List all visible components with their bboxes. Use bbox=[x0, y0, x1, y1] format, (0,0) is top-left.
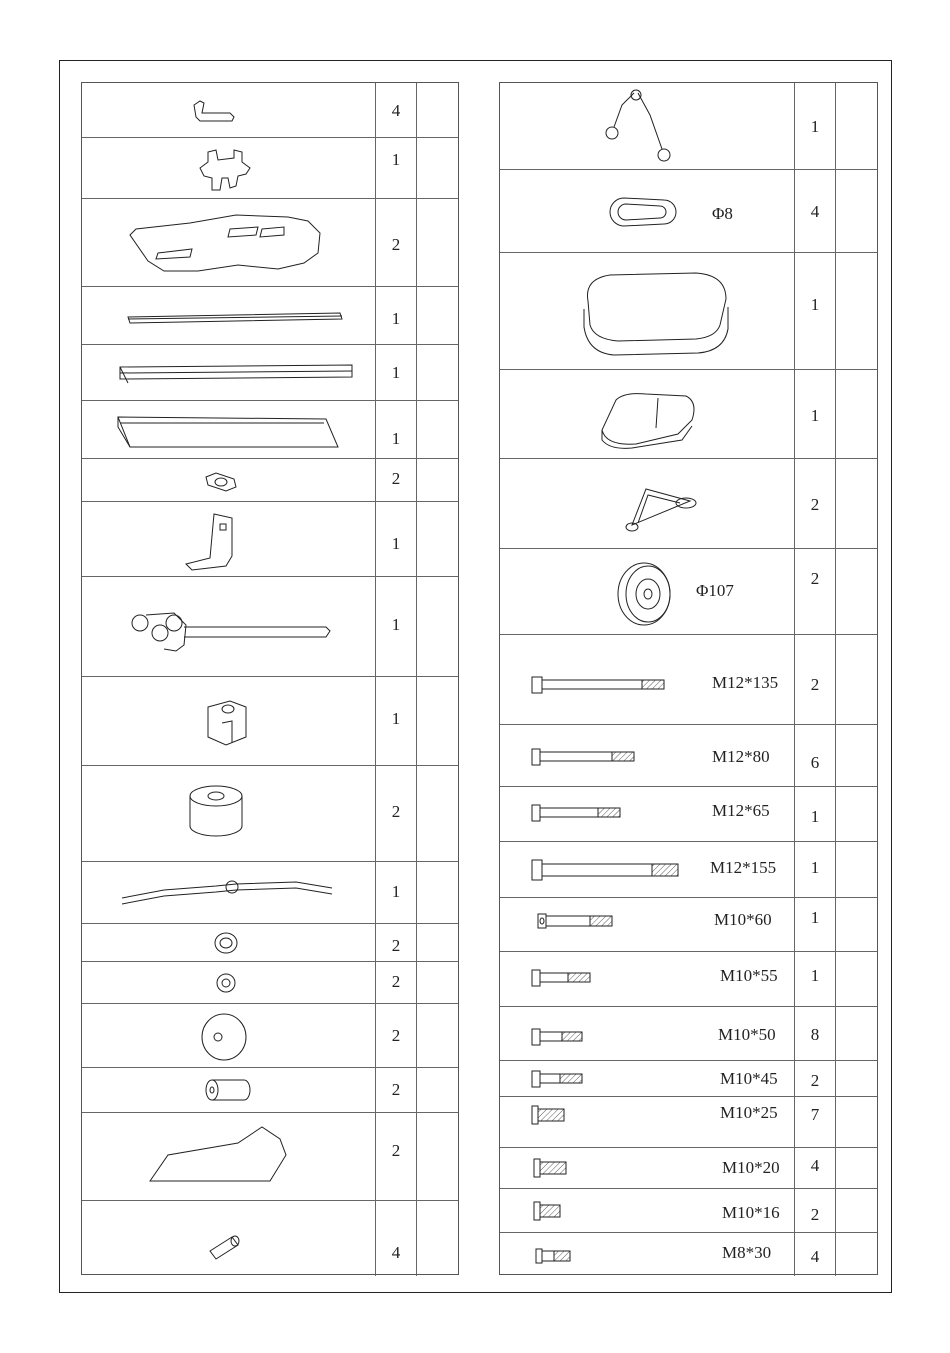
channel-rail-drawing bbox=[112, 409, 342, 455]
part-image-cell bbox=[500, 1148, 795, 1188]
table-row bbox=[500, 1061, 877, 1097]
qty-cell bbox=[795, 635, 836, 724]
l-plate-drawing bbox=[182, 510, 252, 570]
table-row bbox=[82, 83, 458, 138]
bearing-large-drawing bbox=[212, 930, 242, 956]
table-row bbox=[82, 962, 458, 1004]
part-spec: M12*155 bbox=[710, 858, 777, 877]
qty-cell bbox=[376, 924, 417, 961]
part-image-cell bbox=[500, 635, 795, 724]
table-row bbox=[500, 549, 877, 635]
qty-cell bbox=[376, 287, 417, 344]
qty-cell bbox=[376, 459, 417, 501]
part-image-cell bbox=[500, 725, 795, 786]
table-row bbox=[82, 199, 458, 287]
qty-text: 1 bbox=[810, 807, 820, 826]
bolt-drawing bbox=[530, 747, 640, 767]
snap-hook-drawing bbox=[608, 194, 684, 230]
part-image-cell bbox=[500, 1097, 795, 1147]
bolt-drawing bbox=[530, 675, 670, 695]
table-row bbox=[500, 1007, 877, 1061]
parts-table-left bbox=[81, 82, 459, 1275]
bolt-drawing bbox=[532, 1156, 572, 1180]
qty-cell bbox=[795, 170, 836, 252]
qty-text: 1 bbox=[391, 534, 401, 553]
bolt-drawing bbox=[530, 1027, 614, 1047]
qty-cell bbox=[376, 502, 417, 576]
part-image-cell bbox=[500, 787, 795, 841]
part-image-cell bbox=[500, 459, 795, 548]
part-spec: M10*25 bbox=[720, 1103, 778, 1122]
qty-cell bbox=[795, 1233, 836, 1276]
qty-text: 1 bbox=[810, 858, 820, 877]
seat-pad-drawing bbox=[580, 265, 734, 357]
part-spec: M12*135 bbox=[712, 673, 779, 692]
part-spec: Φ8 bbox=[712, 204, 733, 223]
qty-text: 1 bbox=[810, 908, 820, 927]
table-row bbox=[82, 577, 458, 677]
selector-rod-drawing bbox=[126, 605, 336, 661]
qty-text: 1 bbox=[391, 363, 401, 382]
table-row bbox=[500, 842, 877, 898]
part-image-cell bbox=[82, 83, 376, 137]
qty-text: 7 bbox=[810, 1105, 820, 1124]
qty-text: 2 bbox=[810, 1071, 820, 1090]
table-row bbox=[82, 287, 458, 345]
qty-text: 4 bbox=[810, 1247, 820, 1266]
bolt-drawing bbox=[530, 1069, 614, 1089]
qty-text: 1 bbox=[810, 406, 820, 425]
table-row bbox=[500, 635, 877, 725]
side-plate-drawing bbox=[128, 213, 328, 273]
qty-cell bbox=[795, 253, 836, 369]
part-image-cell bbox=[82, 677, 376, 765]
qty-text: 4 bbox=[810, 202, 820, 221]
spacer-tube-drawing bbox=[204, 1078, 254, 1102]
qty-cell bbox=[795, 1097, 836, 1147]
part-image-cell bbox=[82, 862, 376, 923]
part-image-cell bbox=[82, 502, 376, 576]
part-image-cell bbox=[500, 842, 795, 897]
table-row bbox=[500, 725, 877, 787]
qty-text: 1 bbox=[810, 966, 820, 985]
angle-bar-drawing bbox=[126, 307, 346, 327]
table-row bbox=[500, 1189, 877, 1233]
part-image-cell bbox=[500, 1007, 795, 1060]
qty-cell bbox=[795, 549, 836, 634]
qty-cell bbox=[795, 370, 836, 458]
table-row bbox=[500, 1233, 877, 1276]
part-spec: M10*16 bbox=[722, 1203, 780, 1222]
qty-cell bbox=[795, 1061, 836, 1096]
table-row bbox=[82, 1068, 458, 1113]
qty-cell bbox=[376, 577, 417, 676]
part-spec: M8*30 bbox=[722, 1243, 772, 1262]
part-image-cell bbox=[500, 952, 795, 1006]
part-image-cell bbox=[82, 199, 376, 286]
table-row bbox=[500, 253, 877, 370]
qty-text: 1 bbox=[391, 150, 401, 169]
qty-cell bbox=[376, 401, 417, 458]
table-row bbox=[82, 1113, 458, 1201]
part-image-cell bbox=[82, 1004, 376, 1067]
qty-text: 1 bbox=[810, 295, 820, 314]
qty-text: 2 bbox=[391, 1080, 401, 1099]
back-pad-drawing bbox=[596, 388, 706, 450]
qty-cell bbox=[376, 345, 417, 400]
qty-cell bbox=[376, 862, 417, 923]
part-spec: M10*55 bbox=[720, 966, 778, 985]
table-row bbox=[82, 345, 458, 401]
qty-cell bbox=[376, 962, 417, 1003]
part-image-cell bbox=[82, 401, 376, 458]
qty-text: 4 bbox=[391, 1243, 401, 1262]
part-image-cell bbox=[82, 1068, 376, 1112]
qty-cell bbox=[376, 83, 417, 137]
qty-text: 2 bbox=[391, 802, 401, 821]
part-spec: M10*60 bbox=[714, 910, 772, 929]
tricep-rope-drawing bbox=[600, 87, 680, 165]
qty-cell bbox=[376, 677, 417, 765]
qty-text: 1 bbox=[391, 309, 401, 328]
qty-text: 1 bbox=[391, 709, 401, 728]
qty-cell bbox=[795, 1148, 836, 1188]
angle-rail-drawing bbox=[118, 359, 358, 389]
bolt-drawing bbox=[530, 968, 622, 988]
part-image-cell bbox=[500, 170, 795, 252]
bolt-drawing bbox=[530, 858, 682, 882]
qty-cell bbox=[795, 842, 836, 897]
qty-cell bbox=[376, 199, 417, 286]
part-spec: M10*45 bbox=[720, 1069, 778, 1088]
qty-text: 1 bbox=[810, 117, 820, 136]
part-image-cell bbox=[82, 962, 376, 1003]
part-image-cell bbox=[500, 253, 795, 369]
cover-plate-drawing bbox=[146, 1125, 296, 1185]
table-row bbox=[500, 787, 877, 842]
table-row bbox=[500, 1097, 877, 1148]
part-image-cell bbox=[500, 549, 795, 634]
qty-cell bbox=[795, 1189, 836, 1232]
part-image-cell bbox=[500, 370, 795, 458]
table-row bbox=[500, 170, 877, 253]
flange-plate-drawing bbox=[202, 469, 242, 493]
qty-cell bbox=[795, 952, 836, 1006]
part-image-cell bbox=[500, 1061, 795, 1096]
qty-text: 2 bbox=[391, 235, 401, 254]
qty-text: 2 bbox=[810, 569, 820, 588]
part-image-cell bbox=[82, 924, 376, 961]
lat-bar-drawing bbox=[116, 874, 340, 914]
part-image-cell bbox=[500, 1233, 795, 1276]
qty-cell bbox=[795, 459, 836, 548]
part-image-cell bbox=[82, 287, 376, 344]
bolt-drawing bbox=[536, 912, 616, 930]
qty-cell bbox=[795, 898, 836, 951]
washer-disc-drawing bbox=[198, 1010, 254, 1064]
qty-cell bbox=[376, 766, 417, 861]
bolt-drawing bbox=[534, 1247, 574, 1267]
qty-cell bbox=[376, 1068, 417, 1112]
qty-text: 2 bbox=[810, 495, 820, 514]
table-row bbox=[500, 898, 877, 952]
qty-text: 2 bbox=[810, 675, 820, 694]
part-spec: M10*20 bbox=[722, 1158, 780, 1177]
qty-text: 1 bbox=[391, 429, 401, 448]
table-row bbox=[82, 138, 458, 199]
pulley-drawing bbox=[614, 559, 678, 629]
bolt-drawing bbox=[530, 1103, 570, 1127]
part-spec: M12*80 bbox=[712, 747, 770, 766]
qty-cell bbox=[795, 725, 836, 786]
bolt-drawing bbox=[532, 1199, 566, 1223]
table-row bbox=[82, 459, 458, 502]
bolt-drawing bbox=[530, 803, 630, 823]
qty-cell bbox=[376, 1201, 417, 1276]
qty-text: 4 bbox=[810, 1156, 820, 1175]
qty-text: 2 bbox=[391, 1141, 401, 1160]
qty-cell bbox=[795, 83, 836, 169]
table-row bbox=[500, 83, 877, 170]
qty-cell bbox=[376, 1004, 417, 1067]
table-row bbox=[82, 924, 458, 962]
part-spec: M10*50 bbox=[718, 1025, 776, 1044]
end-cap-drawing bbox=[206, 1231, 246, 1261]
qty-cell bbox=[795, 1007, 836, 1060]
table-row bbox=[82, 502, 458, 577]
qty-text: 8 bbox=[810, 1025, 820, 1044]
table-row bbox=[82, 862, 458, 924]
part-spec: M12*65 bbox=[712, 801, 770, 820]
parts-table-right bbox=[499, 82, 878, 1275]
qty-text: 2 bbox=[810, 1205, 820, 1224]
qty-text: 1 bbox=[391, 882, 401, 901]
table-row bbox=[82, 677, 458, 766]
table-row bbox=[82, 1201, 458, 1276]
qty-text: 2 bbox=[391, 1026, 401, 1045]
table-row bbox=[500, 370, 877, 459]
round-bushing-drawing bbox=[186, 782, 246, 842]
part-image-cell bbox=[500, 898, 795, 951]
top-block-drawing bbox=[202, 697, 252, 751]
part-image-cell bbox=[82, 577, 376, 676]
qty-text: 6 bbox=[810, 753, 820, 772]
part-image-cell bbox=[500, 83, 795, 169]
part-image-cell bbox=[82, 766, 376, 861]
qty-text: 2 bbox=[391, 972, 401, 991]
qty-cell bbox=[376, 138, 417, 198]
stirrup-handle-drawing bbox=[620, 475, 700, 535]
part-image-cell bbox=[500, 1189, 795, 1232]
part-spec: Φ107 bbox=[696, 581, 734, 600]
table-row bbox=[500, 1148, 877, 1189]
qty-cell bbox=[376, 1113, 417, 1200]
part-image-cell bbox=[82, 345, 376, 400]
table-row bbox=[500, 952, 877, 1007]
bearing-small-drawing bbox=[214, 972, 240, 996]
part-image-cell bbox=[82, 1113, 376, 1200]
qty-text: 4 bbox=[391, 101, 401, 120]
table-row bbox=[82, 1004, 458, 1068]
qty-cell bbox=[795, 787, 836, 841]
table-row bbox=[500, 459, 877, 549]
table-row bbox=[82, 401, 458, 459]
qty-text: 2 bbox=[391, 936, 401, 955]
part-image-cell bbox=[82, 459, 376, 501]
qty-text: 1 bbox=[391, 615, 401, 634]
part-image-cell bbox=[82, 1201, 376, 1276]
part-image-cell bbox=[82, 138, 376, 198]
qty-text: 2 bbox=[391, 469, 401, 488]
u-bracket-drawing bbox=[194, 146, 254, 194]
small-bracket-drawing bbox=[190, 97, 240, 127]
table-row bbox=[82, 766, 458, 862]
